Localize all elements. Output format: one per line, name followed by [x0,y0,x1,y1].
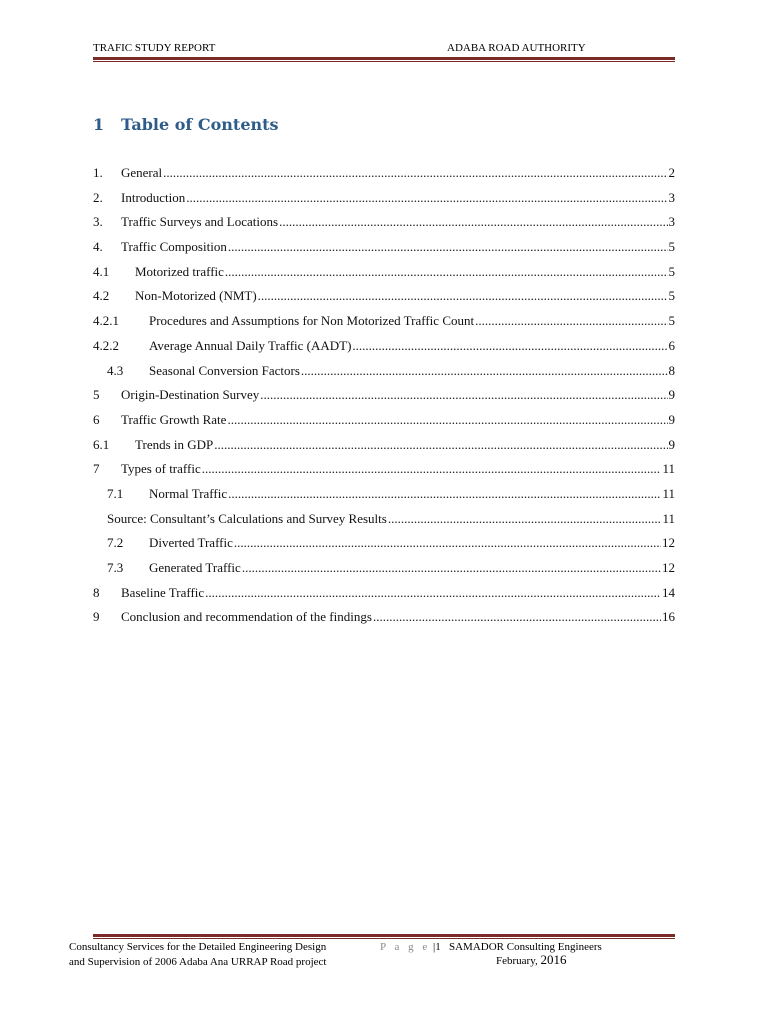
toc-dot-leader [258,285,668,307]
toc-entry-number: 7 [93,461,100,477]
toc-entry-title: Baseline Traffic [121,584,205,600]
toc-entry-number: 9 [93,609,100,625]
toc-entry[interactable] [93,187,675,212]
toc-entry-number: 1. [93,165,103,180]
toc-entry-page: 11 [662,510,675,526]
footer-year: 2016 [540,952,567,967]
toc-dot-leader [279,211,667,233]
toc-dot-leader [225,261,668,283]
toc-entry-number: 3. [93,214,103,230]
toc-entry-title: Introduction [121,189,186,205]
toc-entry-title: Average Annual Daily Traffic (AADT) [149,337,352,353]
toc-entry-page: 2 [668,165,675,180]
toc-entry[interactable] [93,483,675,508]
toc-entry[interactable] [93,508,675,533]
toc-entry[interactable] [93,211,675,236]
toc-entry-title: Traffic Composition [121,239,227,255]
toc-entry-title: Non-Motorized (NMT) [135,288,257,304]
toc-entry-title: Source: Consultant’s Calculations and Survey Results [107,510,387,526]
toc-dot-leader [163,162,667,184]
toc-entry-page: 9 [668,411,675,427]
toc-entry-page: 16 [662,609,675,625]
toc-heading [93,114,279,136]
toc-entry[interactable] [93,434,675,459]
toc-entry-title: Types of traffic [121,461,201,477]
toc-entry[interactable] [93,557,675,582]
toc-entry[interactable] [93,162,675,187]
toc-entry-number: 7.1 [107,485,124,501]
toc-entry-page: 5 [668,239,675,255]
footer-project-line2: and Supervision of 2006 Adaba Ana URRAP Road project [69,956,327,968]
toc-entry-number: 6.1 [93,436,110,452]
toc-dot-leader [227,409,667,431]
toc-entry-number: 4.3 [107,362,124,378]
footer-project-line1: Consultancy Services for the Detailed Engineering Design [69,941,327,953]
page-header [93,41,675,55]
toc-entry[interactable] [93,285,675,310]
toc-entry-number: 4.2.2 [93,337,119,353]
toc-entry[interactable] [93,606,675,631]
header-rule [93,57,675,62]
toc-dot-leader [242,557,661,579]
toc-dot-leader [202,458,662,480]
toc-entry-number: 7.3 [107,560,124,575]
toc-entry-title: Traffic Surveys and Locations [121,214,279,230]
toc-entry-number: 8 [93,584,100,600]
toc-entry-title: Motorized traffic [135,263,224,279]
footer-date [496,953,567,968]
toc-entry[interactable] [93,409,675,434]
toc-entry-number: 4.2.1 [93,313,119,329]
footer-consultant: SAMADOR Consulting Engineers [449,941,602,953]
toc-entry-title: Origin-Destination Survey [121,387,260,403]
toc-entry-number: 5 [93,387,100,403]
toc-entry[interactable] [93,310,675,335]
toc-list [93,162,675,631]
toc-dot-leader [228,483,661,505]
toc-dot-leader [301,360,668,382]
toc-heading-text: Table of Contents [121,115,279,134]
toc-entry-title: General [121,165,163,180]
toc-entry-title: Normal Traffic [149,485,228,501]
toc-entry-page: 11 [662,485,675,501]
toc-dot-leader [260,384,667,406]
toc-dot-leader [388,508,662,530]
toc-entry-title: Trends in GDP [135,436,214,452]
toc-entry-page: 14 [662,584,675,600]
toc-entry-number: 6 [93,411,100,427]
toc-entry-number: 7.2 [107,535,124,551]
footer-page-word: P a g e [380,941,431,953]
toc-entry[interactable] [93,335,675,360]
toc-entry-page: 5 [668,263,675,279]
toc-entry-number: 2. [93,189,103,205]
toc-entry-title: Conclusion and recommendation of the findings [121,609,372,625]
toc-entry-page: 12 [662,535,675,551]
footer-page-num: 1 [435,941,441,953]
toc-entry-number: 4. [93,239,103,255]
toc-heading-number: 1 [93,115,105,134]
toc-entry-page: 11 [662,461,675,477]
toc-dot-leader [214,434,667,456]
toc-entry-page: 5 [668,288,675,304]
toc-entry-page: 6 [668,337,675,353]
toc-entry-page: 3 [668,214,675,230]
toc-entry[interactable] [93,532,675,557]
toc-entry-number: 4.1 [93,263,110,279]
header-authority: ADABA ROAD AUTHORITY [447,42,586,54]
toc-entry[interactable] [93,384,675,409]
toc-dot-leader [373,606,661,628]
toc-entry-page: 12 [662,560,675,575]
footer-rule [93,934,675,939]
toc-entry-title: Procedures and Assumptions for Non Motorized Traffic Count [149,313,475,329]
toc-entry-page: 9 [668,387,675,403]
toc-dot-leader [475,310,667,332]
page-footer [69,940,675,980]
toc-entry-title: Seasonal Conversion Factors [149,362,300,378]
toc-entry[interactable] [93,261,675,286]
toc-entry[interactable] [93,458,675,483]
toc-entry-title: Diverted Traffic [149,535,233,551]
toc-dot-leader [186,187,667,209]
toc-entry[interactable] [93,360,675,385]
toc-entry-title: Generated Traffic [149,560,241,575]
toc-entry-page: 9 [668,436,675,452]
footer-month: February, [496,955,538,967]
toc-entry-title: Traffic Growth Rate [121,411,227,427]
toc-dot-leader [234,532,661,554]
toc-entry-page: 3 [668,189,675,205]
toc-dot-leader [352,335,667,357]
toc-entry-page: 5 [668,313,675,329]
toc-entry-number: 4.2 [93,288,110,304]
toc-entry[interactable] [93,236,675,261]
toc-entry-page: 8 [668,362,675,378]
toc-dot-leader [228,236,668,258]
toc-entry[interactable] [93,582,675,607]
header-report-title: TRAFIC STUDY REPORT [93,42,216,54]
footer-page-separator: | [432,941,436,953]
toc-dot-leader [205,582,661,604]
footer-page-number [380,940,441,954]
